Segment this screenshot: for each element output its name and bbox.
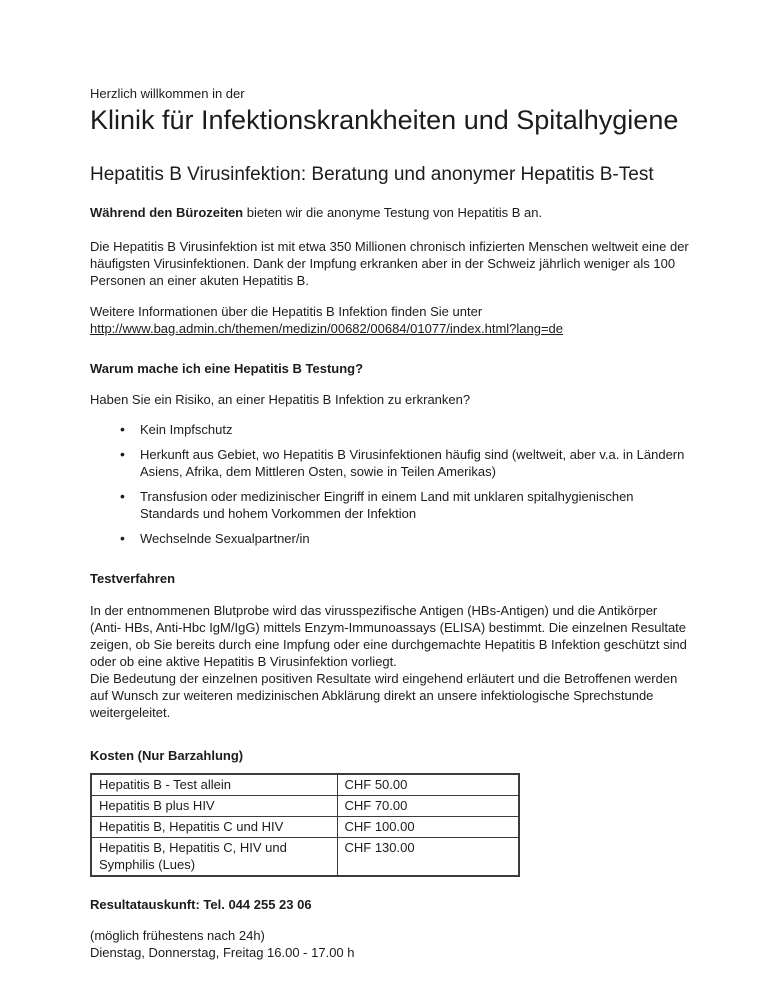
bag-admin-link[interactable]: http://www.bag.admin.ch/themen/medizin/00682/00684/01077/index.html?lang=de [90, 321, 564, 336]
risk-item: • Transfusion oder medizinischer Eingriff in einem Land mit unklaren spitalhygienischen Standards und hohem Vorkommen der Infektion [90, 488, 690, 522]
more-info-paragraph [90, 303, 690, 337]
price-table [90, 773, 520, 877]
service-cell: Hepatitis B - Test allein [91, 774, 337, 796]
office-hours-bold: Während den Bürozeiten [90, 205, 244, 220]
risk-question: Haben Sie ein Risiko, an einer Hepatitis B Infektion zu erkranken? [90, 392, 471, 407]
service-cell: Hepatitis B, Hepatitis C, HIV und Symphilis (Lues) [91, 838, 337, 877]
office-hours-paragraph [90, 204, 690, 221]
risk-item: • Wechselnde Sexualpartner/in [90, 530, 690, 547]
price-table-row [91, 774, 519, 796]
availability-note: (möglich frühestens nach 24h) [90, 928, 265, 943]
results-hours: Dienstag, Donnerstag, Freitag 16.00 - 17.00 h [90, 945, 355, 960]
price-table-row [91, 796, 519, 817]
risk-list [90, 421, 690, 547]
test-procedure-paragraphs [90, 602, 690, 721]
service-cell: Hepatitis B plus HIV [91, 796, 337, 817]
risk-item: • Herkunft aus Gebiet, wo Hepatitis B Virusinfektionen häufig sind (weltweit, aber v.a. in Ländern Asiens, Afrika, dem Mittleren Osten, sowie in Teilen Amerikas) [90, 446, 690, 480]
costs-heading: Kosten (Nur Barzahlung) [90, 748, 244, 763]
price-cell: CHF 130.00 [337, 838, 519, 877]
price-table-row [91, 838, 519, 877]
test-procedure-heading: Testverfahren [90, 571, 176, 586]
test-procedure-paragraph-1: In der entnommenen Blutprobe wird das virusspezifische Antigen (HBs-Antigen) und die Antikörper (Anti- HBs, Anti-Hbc IgM/IgG) mittels Enzym-Immunoassays (ELISA) bestimmt. Die einzelnen Resultate zeigen, ob Sie bereits durch eine Impfung oder eine durchgemachte Hepatitis B Infektion geschützt sind oder ob eine aktive Hepatitis B Virusinfektion vorliegt. [90, 603, 687, 669]
prevalence-paragraph: Die Hepatitis B Virusinfektion ist mit etwa 350 Millionen chronisch infizierten Menschen weltweit eine der häufigsten Virusinfektionen. Dank der Impfung erkranken aber in der Schweiz jährlich weniger als 100 Personen an einer akuten Hepatitis B. [90, 239, 689, 288]
price-cell: CHF 50.00 [337, 774, 519, 796]
risk-item: • Kein Impfschutz [90, 421, 690, 438]
clinic-title: Klinik für Infektionskrankheiten und Spitalhygiene [90, 105, 679, 135]
office-hours-rest: bieten wir die anonyme Testung von Hepatitis B an. [243, 205, 543, 220]
price-table-row [91, 817, 519, 838]
service-cell: Hepatitis B, Hepatitis C und HIV [91, 817, 337, 838]
more-info-link-wrap [90, 321, 563, 336]
results-availability [90, 927, 690, 961]
welcome-line: Herzlich willkommen in der [90, 86, 245, 101]
more-info-text: Weitere Informationen über die Hepatitis B Infektion finden Sie unter [90, 304, 483, 319]
why-test-heading: Warum mache ich eine Hepatitis B Testung? [90, 361, 364, 376]
doc-subtitle: Hepatitis B Virusinfektion: Beratung und anonymer Hepatitis B-Test [90, 164, 654, 185]
test-procedure-paragraph-2: Die Bedeutung der einzelnen positiven Resultate wird eingehend erläutert und die Betroffenen werden auf Wunsch zur weiteren medizinischen Abklärung direkt an unsere infektiologische Sprechstunde weitergeleitet. [90, 671, 678, 720]
price-cell: CHF 100.00 [337, 817, 519, 838]
results-info-heading: Resultatauskunft: Tel. 044 255 23 06 [90, 897, 312, 912]
price-cell: CHF 70.00 [337, 796, 519, 817]
